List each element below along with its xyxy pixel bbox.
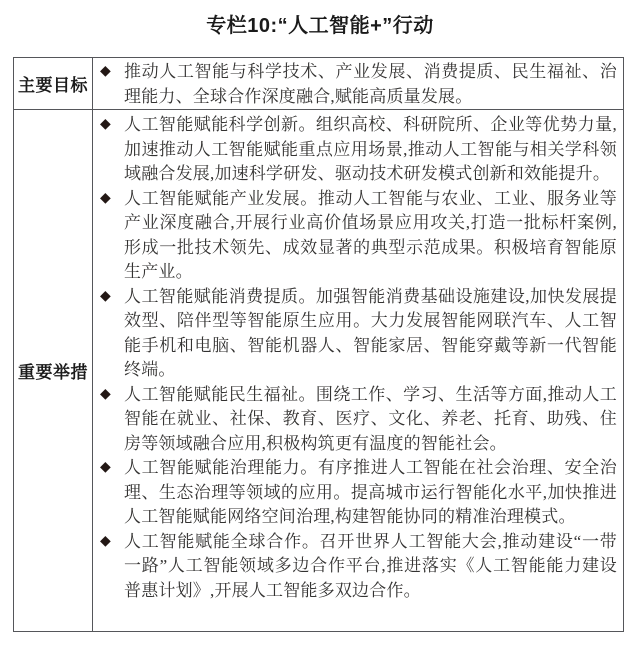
table-row-main-goals <box>14 58 623 110</box>
bullet-text: 人工智能赋能全球合作。召开世界人工智能大会,推动建设“一带一路”人工智能领域多边合作平台,推进落实《人工智能能力建设普惠计划》,开展人工智能多双边合作。 <box>124 531 617 600</box>
table-row-key-measures <box>14 110 623 631</box>
bullet-item <box>97 60 617 109</box>
row-header-main-goals: 主要目标 <box>14 58 93 109</box>
bullet-text: 人工智能赋能科学创新。组织高校、科研院所、企业等优势力量,加速推动人工智能赋能重点应用场景,推动人工智能与相关学科领域融合发展,加速科学研发、驱动技术研发模式创新和效能提升。 <box>124 115 617 183</box>
row-content-main-goals <box>93 58 623 109</box>
diamond-bullet-icon: ◆ <box>100 190 111 206</box>
bullet-item <box>97 383 617 457</box>
bullet-text: 人工智能赋能产业发展。推动人工智能与农业、工业、服务业等产业深度融合,开展行业高价值场景应用攻关,打造一批标杆案例,形成一批技术领先、成效显著的典型示范成果。积极培育智能原生产业。 <box>124 188 617 281</box>
row-content-key-measures <box>93 110 623 631</box>
diamond-bullet-icon: ◆ <box>100 386 111 402</box>
page-title: 专栏10:“人工智能+”行动 <box>206 15 434 37</box>
diamond-bullet-icon: ◆ <box>100 533 111 549</box>
bullet-item <box>97 456 617 530</box>
diamond-bullet-icon: ◆ <box>100 460 111 475</box>
row-header-key-measures: 重要举措 <box>14 110 93 631</box>
bullet-item <box>97 187 617 285</box>
bullet-item <box>97 530 617 604</box>
diamond-bullet-icon: ◆ <box>100 288 111 304</box>
bullet-text: 人工智能赋能治理能力。有序推进人工智能在社会治理、安全治理、生态治理等领域的应用。提高城市运行智能化水平,加快推进人工智能赋能网络空间治理,构建智能协同的精准治理模式。 <box>124 458 617 526</box>
bullet-item <box>97 113 617 187</box>
column-table <box>13 57 624 632</box>
diamond-bullet-icon: ◆ <box>100 64 111 79</box>
diamond-bullet-icon: ◆ <box>100 117 111 132</box>
bullet-text: 人工智能赋能消费提质。加强智能消费基础设施建设,加快发展提效型、陪伴型等智能原生应用。大力发展智能网联汽车、人工智能手机和电脑、智能机器人、智能家居、智能穿戴等新一代智能终端。 <box>124 286 617 379</box>
bullet-item <box>97 285 617 383</box>
bullet-text: 推动人工智能与科学技术、产业发展、消费提质、民生福祉、治理能力、全球合作深度融合,赋能高质量发展。 <box>124 62 617 106</box>
bullet-text: 人工智能赋能民生福祉。围绕工作、学习、生活等方面,推动人工智能在就业、社保、教育、医疗、文化、养老、托育、助残、住房等领域融合应用,积极构筑更有温度的智能社会。 <box>124 384 617 453</box>
